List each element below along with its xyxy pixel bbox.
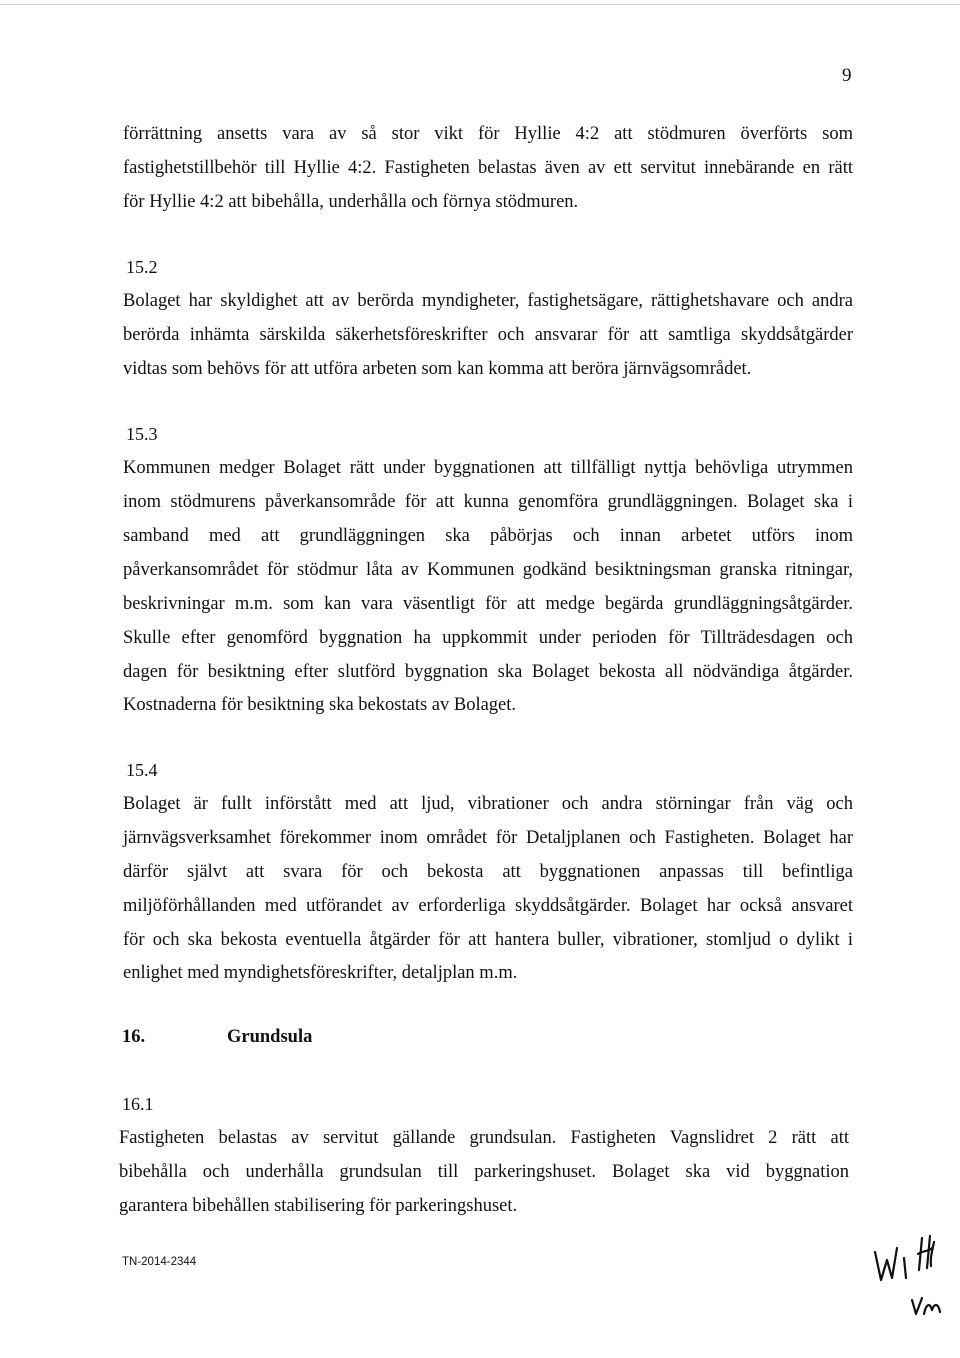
text-line: påverkansområdet för stödmur låta av Kommunen godkänd besiktningsman granska ritningar, (123, 560, 853, 580)
text-line: beskrivningar m.m. som kan vara väsentligt för att medge begärda grundläggningsåtgärder. (123, 594, 853, 614)
text-line: dagen för besiktning efter slutförd byggnation ska Bolaget bekosta all nödvändiga åtgärder. (123, 662, 853, 682)
text-line: för och ska bekosta eventuella åtgärder för att hantera buller, vibrationer, stomljud o dylikt i (123, 930, 853, 950)
text-line: Bolaget har skyldighet att av berörda myndigheter, fastighetsägare, rättighetshavare och andra (123, 291, 853, 311)
handwritten-initials (872, 1228, 952, 1322)
text-line: förrättning ansetts vara av så stor vikt för Hyllie 4:2 att stödmuren överförts som (123, 124, 853, 144)
document-code: TN-2014-2344 (122, 1256, 197, 1268)
text-line: järnvägsverksamhet förekommer inom området för Detaljplanen och Fastigheten. Bolaget har (123, 828, 853, 848)
text-line: samband med att grundläggningen ska påbörjas och innan arbetet utförs inom (123, 526, 853, 546)
text-line: berörda inhämta särskilda säkerhetsföreskrifter och ansvarar för att samtliga skyddsåtgärder (123, 325, 853, 345)
section-number: 16.1 (122, 1094, 154, 1114)
text-line: för Hyllie 4:2 att bibehålla, underhålla och förnya stödmuren. (123, 192, 579, 212)
text-line: Kommunen medger Bolaget rätt under byggnationen att tillfälligt nyttja behövliga utrymmen (123, 458, 853, 478)
text-line: Fastigheten belastas av servitut gällande grundsulan. Fastigheten Vagnslidret 2 rätt att (119, 1128, 849, 1148)
heading-title: Grundsula (227, 1027, 313, 1047)
text-line: Skulle efter genomförd byggnation ha uppkommit under perioden för Tillträdesdagen och (123, 628, 853, 648)
scan-edge-top (0, 4, 960, 5)
text-line: bibehålla och underhålla grundsulan till parkeringshuset. Bolaget ska vid byggnation (119, 1162, 849, 1182)
section-number: 15.2 (126, 257, 158, 277)
section-number: 15.4 (126, 760, 158, 780)
text-line: Bolaget är fullt införstått med att ljud, vibrationer och andra störningar från väg och (123, 794, 853, 814)
page-number: 9 (842, 65, 852, 86)
text-line: garantera bibehållen stabilisering för parkeringshuset. (119, 1196, 518, 1216)
text-line: vidtas som behövs för att utföra arbeten som kan komma att beröra järnvägsområdet. (123, 359, 752, 379)
section-number: 15.3 (126, 424, 158, 444)
text-line: miljöförhållanden med utförandet av erforderliga skyddsåtgärder. Bolaget har också ansvaret (123, 896, 853, 916)
text-line: Kostnaderna för besiktning ska bekostats av Bolaget. (123, 695, 517, 715)
heading-number: 16. (122, 1027, 146, 1047)
text-line: fastighetstillbehör till Hyllie 4:2. Fastigheten belastas även av ett servitut innebärande en rätt (123, 158, 853, 178)
text-line: enlighet med myndighetsföreskrifter, detaljplan m.m. (123, 963, 518, 983)
text-line: därför självt att svara för och bekosta att byggnationen anpassas till befintliga (123, 862, 853, 882)
text-line: inom stödmurens påverkansområde för att kunna genomföra grundläggningen. Bolaget ska i (123, 492, 853, 512)
